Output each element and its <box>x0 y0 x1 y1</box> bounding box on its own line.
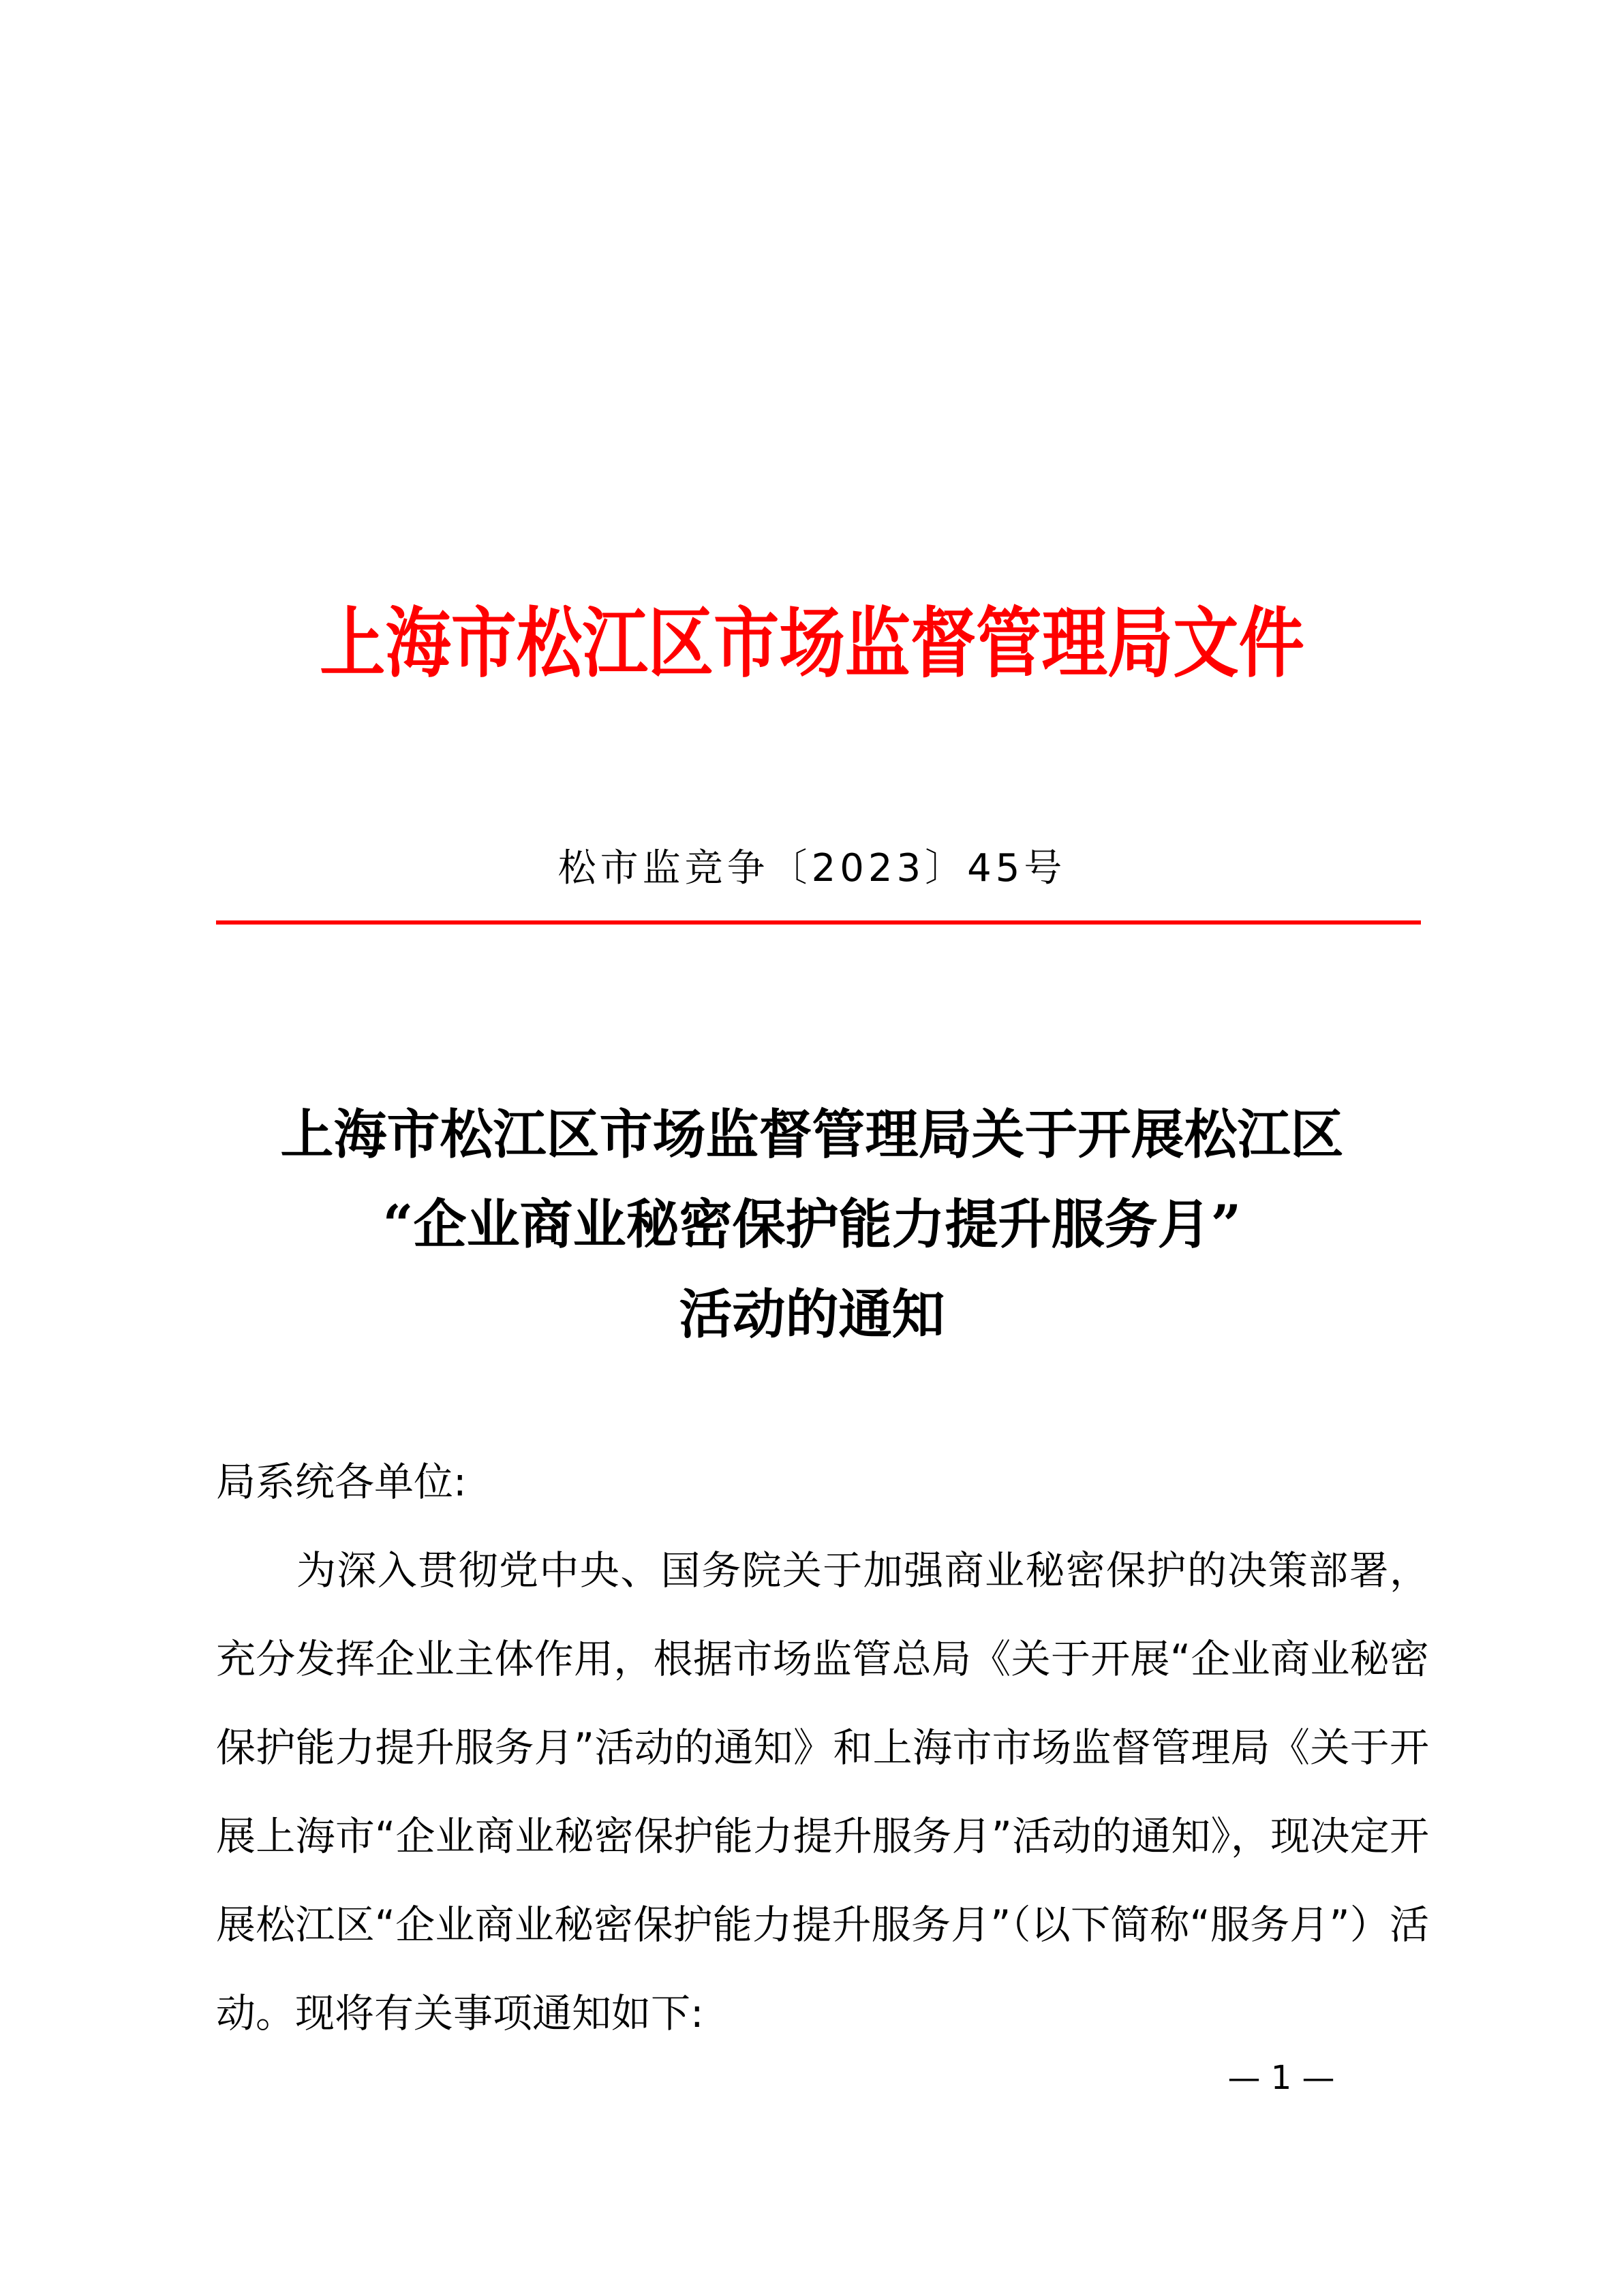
salutation: 局系统各单位: <box>216 1459 467 1505</box>
masthead-title: 上海市松江区市场监督管理局文件 <box>320 599 1304 688</box>
body-paragraph: 为深入贯彻党中央、国务院关于加强商业秘密保护的决策部署，充分发挥企业主体作用，根据市场监管总局《关于开展“企业商业秘密保护能力提升服务月”活动的通知》和上海市市场监督管理局《关于开展上海市“企业商业秘密保护能力提升服务月”活动的通知》，现决定开展松江区“企业商业秘密保护能力提升服务月”（以下简称“服务月”）活动。现将有关事项通知如下: <box>216 1547 1429 2036</box>
document-title <box>0 1090 1624 1360</box>
title-line-1: 上海市松江区市场监督管理局关于开展松江区 <box>280 1104 1344 1166</box>
title-line-2: “企业商业秘密保护能力提升服务月” <box>382 1194 1242 1256</box>
document-body <box>216 1438 1429 2058</box>
red-divider-line <box>216 920 1421 925</box>
title-line-3: 活动的通知 <box>679 1284 945 1346</box>
page-number: — 1 — <box>1227 2059 1335 2097</box>
document-number: 松市监竞争〔2023〕45号 <box>557 846 1067 890</box>
